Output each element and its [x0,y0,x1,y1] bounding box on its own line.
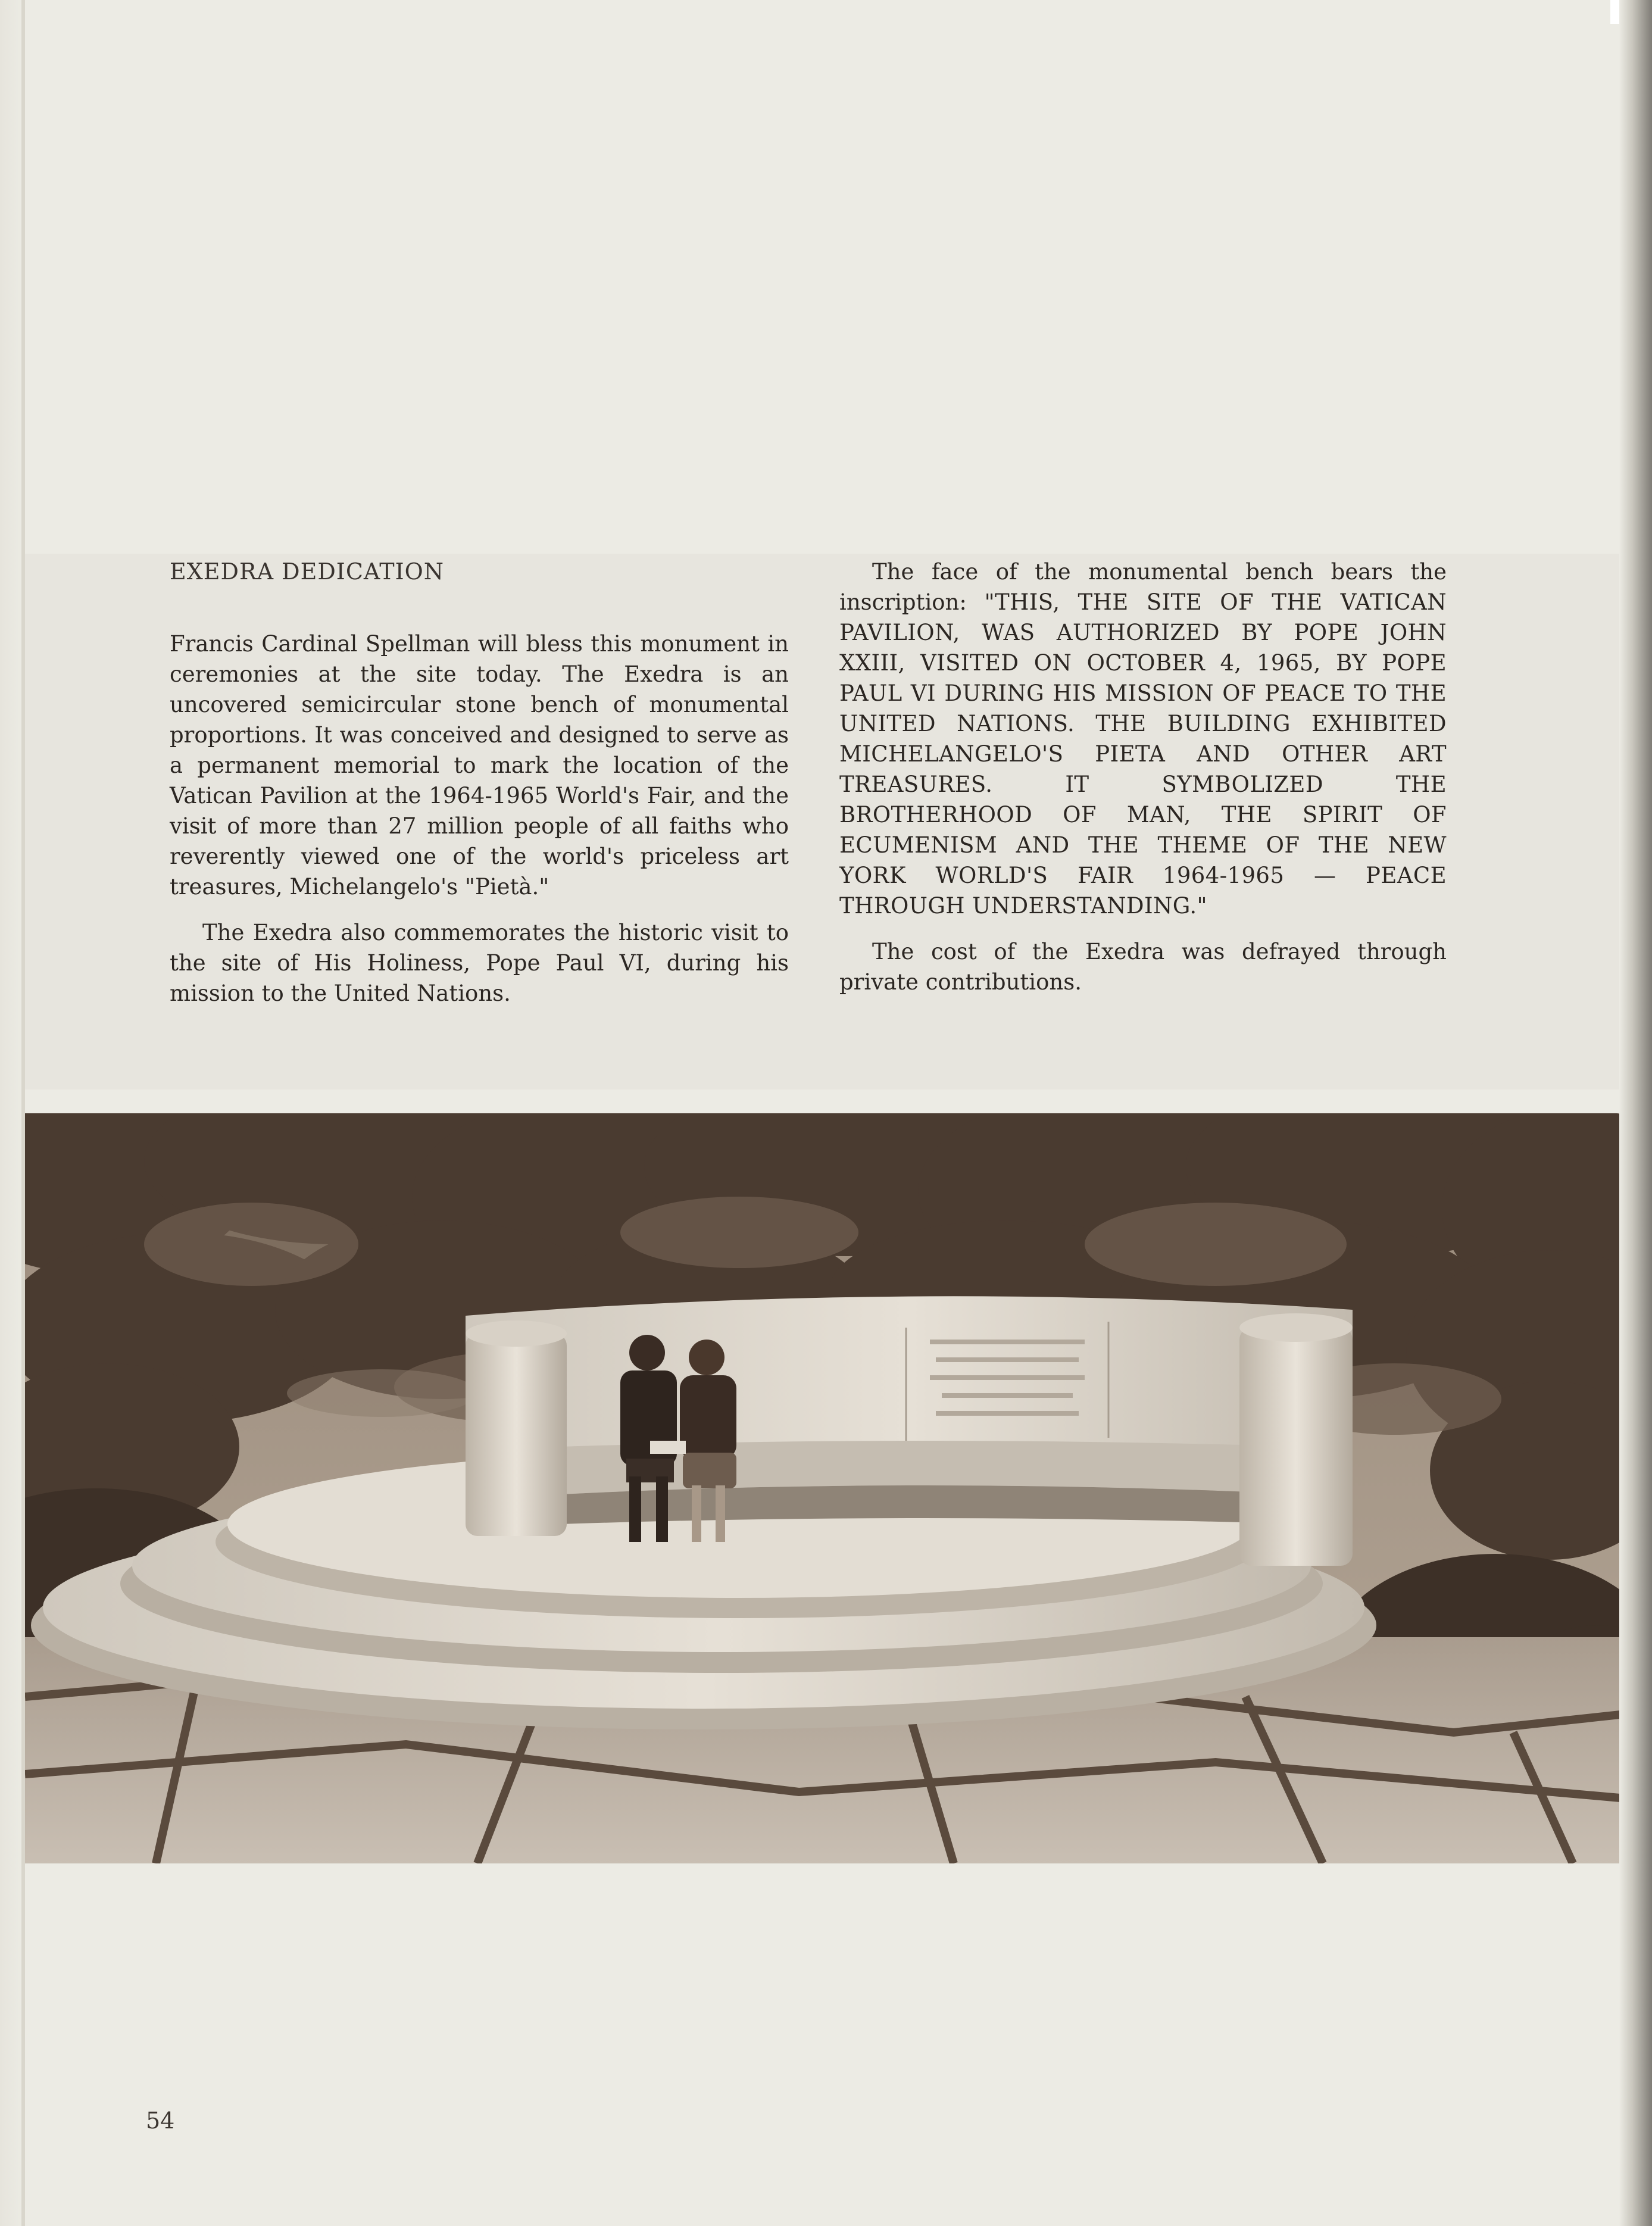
right-column [839,557,1447,1013]
section-heading: EXEDRA DEDICATION [170,558,445,585]
inscription-intro: The face of the monumental bench bears the inscription: [839,559,1447,615]
right-pillar [1239,1328,1353,1566]
scan-left-edge [0,0,24,2226]
inscription-text: "THIS, THE SITE OF THE VATICAN PAVILION, WAS AUTHORIZED BY POPE JOHN XXIII, VISITED ON OCTOBER 4, 1965, BY POPE PAUL VI DURING HIS MISSION OF PEACE TO THE UNITED NATIONS. THE BUILDING EXHIBITED MICHELANGELO'S PIETA AND OTHER ART TREASURES. IT SYMBOLIZED THE BROTHERHOOD OF MAN, THE SPIRIT OF ECUMENISM AND THE THEME OF THE NEW YORK WORLD'S FAIR 1964-1965 — PEACE THROUGH UNDERSTANDING." [839,589,1447,919]
left-paragraph-2: The Exedra also commemorates the historic visit to the site of His Holiness, Pope Paul VI, during his mission to the United Nations. [170,920,789,1006]
right-paragraph-1 [839,557,1447,921]
left-paragraph-1: Francis Cardinal Spellman will bless this monument in ceremonies at the site today. The Exedra is an uncovered semicircular stone bench of monumental proportions. It was conceived and designed to serve as a permanent memorial to mark the location of the Vatican Pavilion at the 1964-1965 World's Fair, and the visit of more than 27 million people of all faiths who reverently viewed one of the world's priceless art treasures, Michelangelo's "Pietà." [170,631,789,900]
left-pillar [466,1334,567,1536]
scan-right-shadow [1619,0,1652,2226]
exedra-photograph [25,1113,1620,1863]
right-paragraph-2: The cost of the Exedra was defrayed through private contributions. [839,939,1447,995]
left-column [170,557,789,1024]
page-number: 54 [146,2108,175,2134]
